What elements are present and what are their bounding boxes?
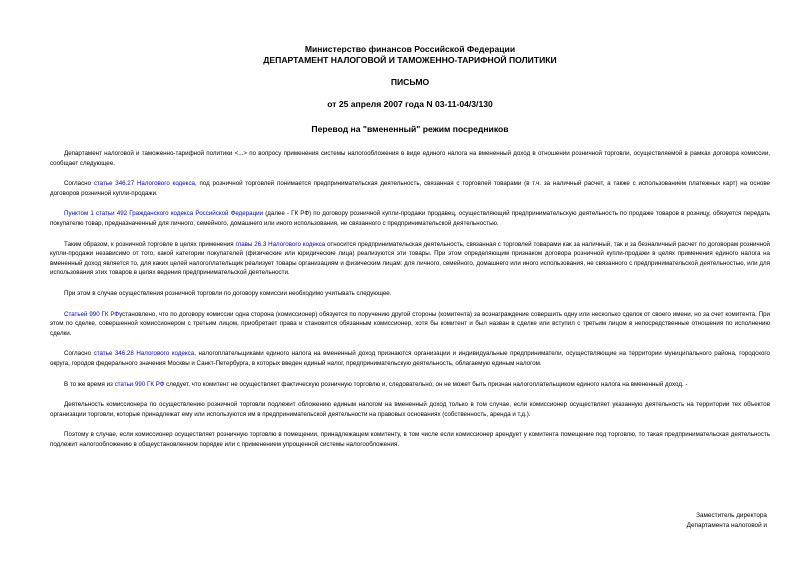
paragraph-1: Департамент налоговой и таможенно-тарифной политики <...> по вопросу применения системы налогообложения в виде единого налога на вмененный доход в отношении розничной торговли, осуществляемой в рамках договора комиссии, сообщает следующее. bbox=[50, 150, 770, 167]
paragraph-5: При этом в случае осуществления розничной торговли по договору комиссии необходимо учитывать следующее. bbox=[64, 289, 392, 297]
signature-block bbox=[687, 511, 767, 530]
paragraph-10: Поэтому в случае, если комиссионер осуществляет розничную торговлю в помещении, принадлежащем комитенту, в том числе если комиссионер арендует у комитента помещение под торговлю, то такая предпринимательская деятельность подлежит налогообложению в общеустановленном порядке или с применением упрощенной системы налогообложения. bbox=[50, 431, 770, 448]
signature-title: Заместитель директора bbox=[696, 512, 767, 519]
paragraph-2: Согласно статье 346.27 Налогового кодекса, под розничной торговлей понимается предпринимательская деятельность, связанная с торговлей товарами (в т.ч. за наличный расчет, а также с использованием платежных карт) на основе договоров розничной купли-продажи. bbox=[50, 180, 770, 197]
paragraph-9: Деятельность комиссионера по осуществлению розничной торговли подлежит обложению единым налогом на вмененный доход только в том случае, если комиссионер осуществляет указанную деятельность на территории тех объектов организации торговли, которые принадлежат ему или используются им в предпринимательской деятельности на правовых основаниях (собственность, аренда и т.д.). bbox=[50, 401, 770, 418]
paragraph-6: Статьей 990 ГК РФустановлено, что по договору комиссии одна сторона (комиссионер) обязуется по поручению другой стороны (комитента) за вознаграждение совершить одну или несколько сделок от своего имени, но за счет комитента. При этом по сделке, совершенной комиссионером с третьим лицом, приобретает права и становится обязанным комиссионер, хотя бы комитент и был назван в сделке или вступил с третьим лицом в непосредственные отношения по исполнению сделки. bbox=[50, 310, 770, 337]
link-article-492-civil-code[interactable]: Пунктом 1 статьи 492 Гражданского кодекса Российской Федерации bbox=[64, 210, 264, 218]
paragraph-4: Таким образом, к розничной торговле в целях применения главы 26.3 Налогового кодекса относится предпринимательская деятельность, связанная с торговлей товарами как за наличный, так и за безналичный расчет по договорам розничной купли-продажи независимо от того, какой категории покупателей (физические или юридические лица) реализуются эти товары. При этом определяющим признаком договора розничной купли-продажи в целях применения единого налога на вмененный доход является то, для каких целей налогоплательщик реализует товары организациям и физическим лицам: для личного, семейного, домашнего или иного использования, не связанного с предпринимательской деятельностью, или для использования этих товаров в целях ведения предпринимательской деятельности. bbox=[50, 240, 771, 277]
paragraph-7: Согласно статье 346.28 Налогового кодекса, налогоплательщиками единого налога на вмененный доход признаются организации и индивидуальные предприниматели, осуществляющие на территории муниципального района, городского округа, городов федерального значения Москвы и Санкт-Петербурга, в которых введен единый налог, предпринимательскую деятельность, облагаемую единым налогом. bbox=[50, 350, 770, 367]
department-name: ДЕПАРТАМЕНТ НАЛОГОВОЙ И ТАМОЖЕННО-ТАРИФНОЙ ПОЛИТИКИ bbox=[263, 55, 557, 65]
document-date: от 25 апреля 2007 года N 03-11-04/3/130 bbox=[327, 99, 493, 109]
link-article-346-27[interactable]: статье 346.27 Налогового кодекса bbox=[93, 180, 195, 188]
ministry-name: Министерство финансов Российской Федерации bbox=[304, 44, 516, 54]
paragraph-3: Пунктом 1 статьи 492 Гражданского кодекса Российской Федерации (далее - ГК РФ) по договору розничной купли-продажи продавец, осуществляющий предпринимательскую деятельность по продаже товаров в розницу, обязуется передать покупателю товар, предназначенный для личного, семейного, домашнего или иного использования, не связанного с предпринимательской деятельностью. bbox=[50, 210, 770, 227]
document-body bbox=[50, 44, 770, 449]
link-article-346-28[interactable]: статье 346.28 Налогового кодекса bbox=[93, 350, 195, 358]
document-type: ПИСЬМО bbox=[390, 77, 430, 87]
signature-department: Департамента налоговой и bbox=[686, 521, 767, 529]
paragraph-8: В то же время из статьи 990 ГК РФ следует, что комитент не осуществляет фактическую розничную торговлю и, следовательно, он не может быть признан налогоплательщиком единого налога на вмененный доход. - bbox=[64, 380, 688, 388]
link-article-990-civil-code-2[interactable]: статьи 990 ГК РФ bbox=[114, 380, 165, 388]
link-article-990-civil-code[interactable]: Статьей 990 ГК РФ bbox=[64, 310, 120, 318]
document-title: Перевод на "вмененный" режим посредников bbox=[311, 124, 509, 134]
link-chapter-26-3[interactable]: главы 26.3 Налогового кодекса bbox=[235, 240, 326, 248]
